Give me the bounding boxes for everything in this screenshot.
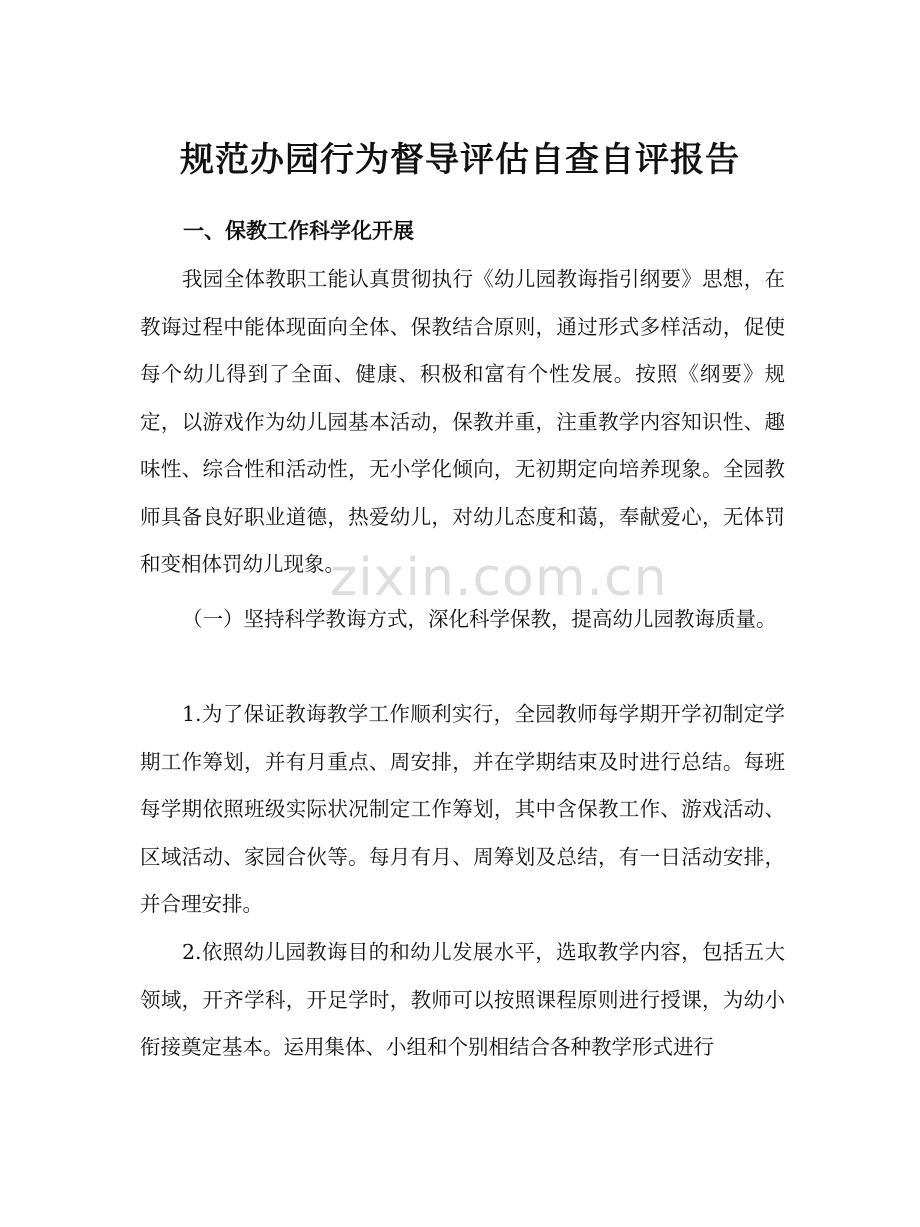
list-item-2: 2.依照幼儿园教诲目的和幼儿发展水平，选取教学内容，包括五大领域，开齐学科，开足学时，教师可以按照课程原则进行授课，为幼小衔接奠定基本。运用集体、小组和个别相结合各种教学形式进行 (140, 940, 785, 1059)
document-title: 规范办园行为督导评估自查自评报告 (180, 140, 740, 180)
list-item-1: 1.为了保证教诲教学工作顺利实行，全园教师每学期开学初制定学期工作筹划，并有月重点、周安排，并在学期结束及时进行总结。每班每学期依照班级实际状况制定工作筹划，其中含保教工作、游戏活动、区域活动、家园合伙等。每月有月、周筹划及总结，有一日活动安排，并合理安排。 (140, 702, 785, 916)
subsection-heading: （一）坚持科学教诲方式，深化科学保教，提高幼儿园教诲质量。 (182, 607, 777, 631)
watermark: zixin.com.cn (330, 548, 668, 608)
paragraph-intro: 我园全体教职工能认真贯彻执行《幼儿园教诲指引纲要》思想，在教诲过程中能体现面向全体、保教结合原则，通过形式多样活动，促使每个幼儿得到了全面、健康、积极和富有个性发展。按照《纲要》规定，以游戏作为幼儿园基本活动，保教并重，注重教学内容知识性、趣味性、综合性和活动性，无小学化倾向，无初期定向培养现象。全园教师具备良好职业道德，热爱幼儿，对幼儿态度和蔼，奉献爱心，无体罚和变相体罚幼儿现象。 (140, 267, 785, 576)
section-heading: 一、保教工作科学化开展 (183, 219, 414, 243)
